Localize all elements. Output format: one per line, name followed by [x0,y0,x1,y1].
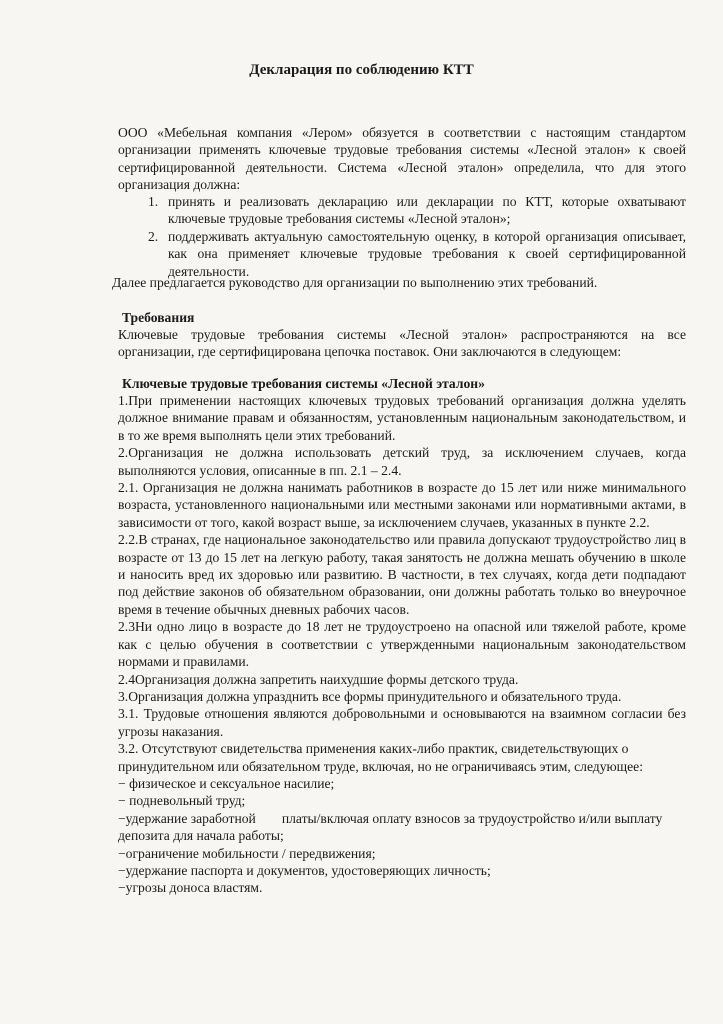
dash-item: −удержание паспорта и документов, удостоверяющих личность; [118,862,491,878]
dash-item: −ограничение мобильности / передвижения; [118,845,376,861]
guide-line: Далее предлагается руководство для организации по выполнению этих требований. [112,275,598,290]
list-item [118,228,686,280]
list-item [118,193,686,228]
dash-item: − подневольный труд; [118,793,246,809]
requirements-text: Ключевые трудовые требования системы «Лесной эталон» распространяются на все организации, где сертифицирована цепочка поставок. Они заключаются в следующем: [118,327,686,360]
paragraph: 3.1. Трудовые отношения являются добровольными и основываются на взаимном согласии без угрозы наказания. [118,706,686,739]
list-item-text: принять и реализовать декларацию или декларации по КТТ, которые охватывают ключевые трудовые требования системы «Лесной эталон»; [168,194,686,227]
list-item-number: 1. [148,194,159,209]
paragraph: 2.Организация не должна использовать детский труд, за исключением случаев, когда выполняются условия, описанные в пп. 2.1 – 2.4. [118,445,686,478]
dash-item-part: платы/включая оплату взносов за трудоустройство и/или выплату депозита для начала работы; [118,810,663,844]
paragraph: 3.2. Отсутствуют свидетельства применения каких-либо практик, свидетельствующих о принудительном или обязательном труде, включая, но не ограничиваясь этим, следующее: [118,741,643,774]
paragraph: 2.2.В странах, где национальное законодательство или правила допускают трудоустройство лиц в возрасте от 13 до 15 лет на легкую работу, такая занятость не должна мешать обучению в школе и наносить вред их здоровью или развитию. В частности, в тех случаях, когда дети подпадают под действие законов об обязательном образовании, они должны работать только во внеурочное время в течение обычных дневных рабочих часов. [118,532,686,617]
paragraph: 2.3Ни одно лицо в возрасте до 18 лет не трудоустроено на опасной или тяжелой работе, кроме как с целью обучения в соответствии с утвержденными национальным законодательством нормами и правилами. [118,619,686,670]
requirements-heading: Требования [122,310,195,325]
ktt-body [118,392,686,897]
dash-item: −угрозы доноса властям. [118,880,263,896]
list-item-number: 2. [148,228,159,244]
dash-item-part: −удержание заработной [118,810,256,826]
paragraph: 2.1. Организация не должна нанимать работников в возрасте до 15 лет или ниже минимального возраста, установленного национальными или местными законами или нормативными актами, в зависимости от того, какой возраст выше, за исключением случаев, указанных в пункте 2.2. [118,480,686,530]
paragraph: 3.Организация должна упразднить все формы принудительного и обязательного труда. [118,688,622,704]
list-item-text: поддерживать актуальную самостоятельную оценку, в которой организация описывает, как она применяет ключевые трудовые требования к своей сертифицированной деятельности. [168,228,686,279]
dash-item: − физическое и сексуальное насилие; [118,775,335,791]
dash-item [118,810,686,845]
paragraph: 1.При применении настоящих ключевых трудовых требований организация должна уделять должное внимание правам и обязанностям, установленным национальным законодательством, и в то же время выполнять цели этих требований. [118,393,686,443]
intro-list [118,193,686,280]
paragraph: 2.4Организация должна запретить наихудшие формы детского труда. [118,671,519,687]
document-title: Декларация по соблюдению КТТ [249,62,474,78]
intro-paragraph: ООО «Мебельная компания «Лером» обязуется в соответствии с настоящим стандартом организации применять ключевые трудовые требования системы «Лесной эталон» к своей сертифицированной деятельности. Система «Лесной эталон» определила, что для этого организация должна: [118,125,686,193]
ktt-heading: Ключевые трудовые требования системы «Лесной эталон» [122,376,485,391]
